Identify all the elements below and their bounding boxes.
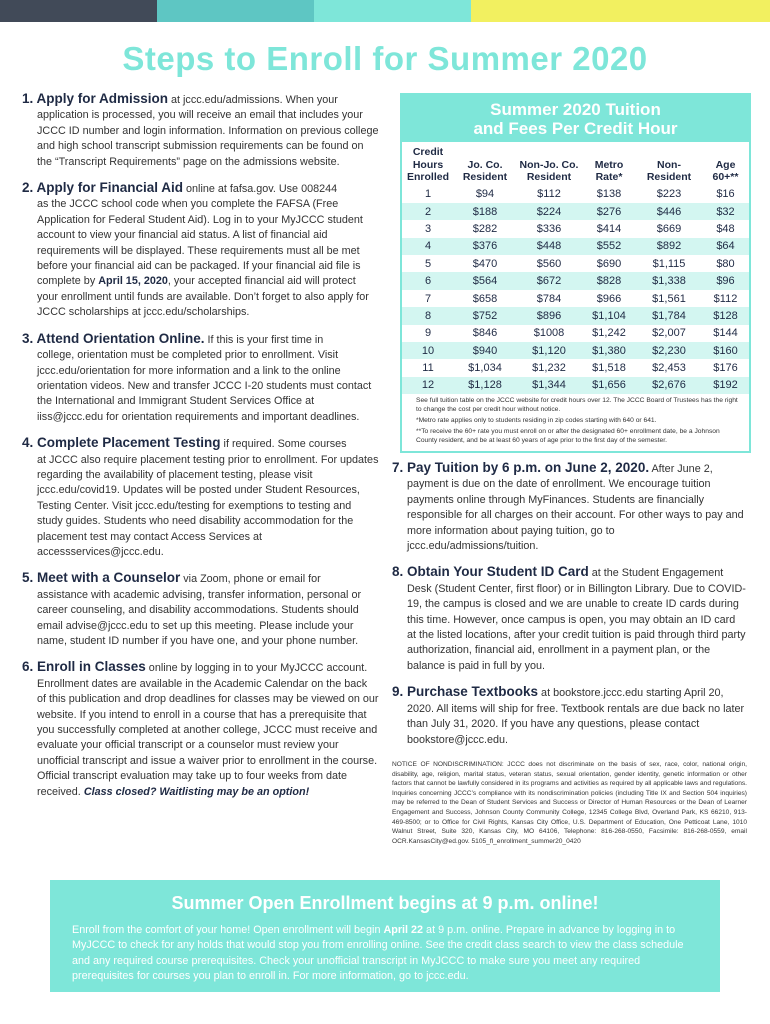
tuition-cell: $896: [516, 307, 582, 324]
step-enroll-classes: [22, 659, 379, 800]
step-text: After June 2,: [649, 463, 713, 475]
tuition-row: [402, 186, 749, 203]
banner-text: [50, 914, 720, 985]
tuition-cell: $752: [454, 307, 516, 324]
step-placement-testing: [22, 435, 379, 560]
tuition-note: **To receive the 60+ rate you must enroll on or after the designated 60+ enrollment date, be a Johnson County resident, and be at least 60 years of age prior to the first day of the semester.: [416, 428, 720, 445]
tuition-cell: $1,115: [652, 257, 686, 270]
step-text: online by logging in to your MyJCCC account.: [145, 662, 368, 675]
column-header: Non-Jo. Co. Resident: [519, 158, 579, 183]
tuition-cell: $1,380: [582, 342, 636, 359]
tuition-cell: $48: [716, 222, 735, 235]
column-header: Credit Hours Enrolled: [406, 146, 449, 183]
tuition-cell: 3: [424, 222, 432, 235]
tuition-cell: $96: [702, 272, 749, 289]
tuition-cell: $1,518: [592, 362, 626, 375]
tuition-table: [402, 142, 749, 394]
tuition-cell: $2,676: [636, 377, 702, 394]
tuition-cell: $690: [596, 257, 622, 270]
tuition-cell: $470: [472, 257, 498, 270]
tuition-cell: $1,561: [652, 292, 686, 305]
color-bar-segment: [471, 0, 770, 22]
color-bar-segment: [157, 0, 314, 22]
tuition-cell: $138: [596, 188, 622, 201]
banner-text-part: Enroll from the comfort of your home! Open enrollment will begin: [72, 924, 384, 936]
step-textbooks: [392, 684, 747, 748]
tuition-cell: $224: [516, 203, 582, 220]
tuition-cell: $669: [656, 222, 682, 235]
tuition-cell: $414: [596, 222, 622, 235]
step-text: Enrollment dates are available in the Academic Calendar on the back of this publication and drop deadlines for classes may be viewed on our website. If you intend to enroll in a course that has a prerequisite that you successfully completed at another college, JCCC must receive and evaluate your official transcript or a counselor must review your unofficial transcript and issue a waiver prior to enrollment in the course. Official transcript evaluation may take up to four weeks from date received.: [37, 677, 379, 798]
step-heading: 7. Pay Tuition by 6 p.m. on June 2, 2020.: [392, 460, 650, 475]
tuition-row: [402, 238, 749, 255]
top-color-bar: [0, 0, 770, 22]
tuition-title-line: and Fees Per Credit Hour: [473, 119, 678, 138]
step-heading: 8. Obtain Your Student ID Card: [392, 564, 589, 580]
step-pay-tuition: [392, 460, 747, 554]
tuition-cell: $672: [516, 272, 582, 289]
tuition-cell: $1,784: [636, 307, 702, 324]
tuition-cell: $1,128: [454, 377, 516, 394]
waitlist-note: Class closed? Waitlisting may be an option!: [83, 785, 310, 798]
step-body: 2020. All items will ship for free. Textbook rentals are due back no later than July 31, 2020. If you have any questions, please contact bookstore@jccc.edu.: [407, 702, 745, 746]
step-text: If this is your first time in: [204, 333, 324, 346]
tuition-cell: $846: [472, 327, 498, 340]
tuition-cell: $80: [716, 257, 735, 270]
tuition-cell: $828: [582, 272, 636, 289]
tuition-row: [402, 359, 749, 376]
step-body: Desk (Student Center, first floor) or in Billington Library. Due to COVID-19, the campus is closed and we are unable to create ID cards during this time. However, once campus is open, you may obtain an ID card at the listed locations, after your credit tuition is paid through third party authorization, financial aid, enrollment in a payment plan, or the balance is paid in full by you.: [407, 582, 746, 672]
column-header: Metro Rate*: [594, 158, 624, 183]
step-text: if required. Some courses: [220, 438, 347, 451]
tuition-row: [402, 255, 749, 272]
tuition-cell: $446: [636, 203, 702, 220]
tuition-cell: $784: [536, 292, 562, 305]
step-text: at bookstore.jccc.edu starting April 20,: [538, 687, 724, 700]
tuition-cell: $94: [475, 188, 495, 201]
color-bar-segment: [314, 0, 471, 22]
tuition-row: [402, 290, 749, 307]
banner-heading: Summer Open Enrollment begins at 9 p.m. online!: [171, 893, 599, 913]
step-financial-aid: [22, 180, 379, 321]
column-header: Non-Resident: [646, 158, 692, 183]
tuition-row: [402, 307, 749, 324]
tuition-cell: $966: [596, 292, 622, 305]
step-heading: 3. Attend Orientation Online.: [22, 330, 205, 346]
tuition-cell: $128: [702, 307, 749, 324]
tuition-row: [402, 342, 749, 359]
step-heading: 5. Meet with a Counselor: [22, 570, 181, 586]
tuition-cell: 1: [424, 188, 432, 201]
deadline-date: April 15, 2020: [98, 275, 168, 288]
step-body: [22, 197, 379, 320]
tuition-row: [402, 203, 749, 220]
tuition-cell: 7: [424, 292, 432, 305]
step-heading: 6. Enroll in Classes: [22, 659, 146, 675]
step-orientation: [22, 331, 379, 425]
tuition-note: See full tuition table on the JCCC website for credit hours over 12. The JCCC Board of Trustees has the right to change the cost per credit hour without notice.: [416, 397, 738, 414]
tuition-row: [402, 272, 749, 289]
tuition-row: [402, 377, 749, 394]
tuition-cell: 9: [424, 327, 432, 340]
tuition-cell: $376: [454, 238, 516, 255]
tuition-cell: $564: [454, 272, 516, 289]
step-body: college, orientation must be completed prior to enrollment. Visit jccc.edu/orientation for more information and a link to the online orientation videos. New and transfer JCCC I-20 students must contact the International and Immigrant Student Services Office at iiss@jccc.edu for orientation requirements and important deadlines.: [37, 349, 372, 423]
column-header: Age 60+**: [712, 158, 739, 183]
tuition-title-line: Summer 2020 Tuition: [490, 100, 661, 119]
tuition-cell: $144: [713, 327, 738, 340]
tuition-cell: $282: [472, 222, 498, 235]
nondiscrimination-notice: NOTICE OF NONDISCRIMINATION: JCCC does not discriminate on the basis of sex, race, color, national origin, disability, age, religion, marital status, veteran status, sexual orientation, gender identity, genetic information or other factors that cannot be lawfully considered in its programs and activities as required by all applicable laws and regulations. Inquiries concerning JCCC’s compliance with its nondiscrimination policies (including Title IX and Section 504 inquiries) may be referred to the Dean of Student Services and Success or Director of Human Resources or the Dean of Learner Engagement and Success, Johnson County Community College, 12345 College Blvd, Overland Park, KS 66210, 913-469-8500; or to Office for Civil Rights, Kansas City Office, U.S. Department of Education, One Petticoat Lane, 1010 Walnut Street, Suite 320, Kansas City, MO 64106, Telephone: 816-268-0550, Facsimile: 816-268-0559, email OCR.KansasCity@ed.gov. 5105_fl_enrollment_summer20_0420: [392, 761, 747, 845]
tuition-cell: 5: [424, 257, 432, 270]
tuition-cell: $276: [582, 203, 636, 220]
step-text: online at fafsa.gov. Use 008244: [183, 183, 338, 196]
tuition-cell: $32: [702, 203, 749, 220]
tuition-cell: 10: [402, 342, 454, 359]
step-text: as the JCCC school code when you complete the FAFSA (Free Application for Federal Student Aid). Log in to your MyJCCC student account to view your financial aid status. A list of financial aid requirements will be displayed. These requirements must all be met before your financial aid can be packaged. If your financial aid file is complete by: [37, 198, 363, 288]
tuition-heading: [402, 95, 749, 142]
tuition-cell: $176: [713, 362, 738, 375]
tuition-cell: 8: [402, 307, 454, 324]
tuition-cell: $1008: [533, 327, 565, 340]
column-header: Jo. Co. Resident: [462, 158, 508, 183]
tuition-cell: $16: [716, 188, 735, 201]
tuition-cell: $1,242: [592, 327, 626, 340]
tuition-cell: $2,453: [652, 362, 686, 375]
tuition-cell: $552: [582, 238, 636, 255]
tuition-cell: $1,344: [516, 377, 582, 394]
tuition-cell: 2: [402, 203, 454, 220]
step-body: payment is due on the date of enrollment. We encourage tuition payments online through MyFinances. Students are financially responsible for all charges on their account. For other ways to pay and more information about paying tuition, go to jccc.edu/admissions/tuition.: [407, 478, 744, 553]
tuition-cell: $2,007: [652, 327, 686, 340]
open-enrollment-banner: [50, 880, 720, 992]
right-column: [392, 460, 747, 758]
tuition-cell: $448: [516, 238, 582, 255]
tuition-cell: $560: [536, 257, 562, 270]
tuition-header-row: [402, 142, 749, 186]
tuition-cell: 6: [402, 272, 454, 289]
tuition-cell: 4: [402, 238, 454, 255]
step-counselor: [22, 570, 379, 649]
tuition-table-box: [400, 93, 751, 453]
tuition-cell: $1,104: [582, 307, 636, 324]
tuition-cell: $112: [713, 292, 738, 305]
step-text: at jccc.edu/admissions. When your: [168, 94, 338, 106]
step-heading: 9. Purchase Textbooks: [392, 684, 539, 700]
tuition-cell: $940: [454, 342, 516, 359]
step-student-id: [392, 564, 747, 674]
tuition-cell: $658: [472, 292, 498, 305]
tuition-cell: $192: [702, 377, 749, 394]
step-heading: 2. Apply for Financial Aid: [22, 180, 184, 196]
tuition-cell: $336: [536, 222, 562, 235]
tuition-row: [402, 220, 749, 237]
tuition-cell: $1,338: [636, 272, 702, 289]
tuition-cell: $1,034: [468, 362, 502, 375]
step-text: via Zoom, phone or email for: [180, 573, 321, 586]
step-body: [22, 677, 379, 800]
step-apply-admission: [22, 91, 379, 170]
step-text: , your accepted financial aid will protect your enrollment until funds are available. Don’t forget to also apply for JCCC scholarships at jccc.edu/scholarships.: [37, 275, 369, 319]
tuition-note: *Metro rate applies only to students residing in zip codes starting with 640 or 641.: [416, 417, 657, 425]
tuition-cell: $112: [537, 188, 561, 201]
tuition-cell: $64: [702, 238, 749, 255]
tuition-row: [402, 325, 749, 342]
banner-text-part: at 9 p.m. online. Prepare in advance by logging in to MyJCCC to check for any holds that would stop you from enrolling online. See the credit class search to view the class schedule and any required course prerequisites. Check your unofficial transcript in MyJCCC to make sure you meet any required prerequisites for courses you plan to enroll in. For more information, go to jccc.edu.: [72, 924, 684, 983]
step-body: application is processed, you will receive an email that includes your JCCC ID number and login information. Information on previous college and high school transcript submission requirements can be found on the “Transcript Requirements” page on the admissions website.: [37, 109, 379, 168]
tuition-cell: $188: [454, 203, 516, 220]
banner-date: April 22: [383, 924, 424, 936]
tuition-cell: $1,232: [532, 362, 566, 375]
step-heading: 4. Complete Placement Testing: [22, 435, 221, 451]
tuition-notes: [402, 394, 749, 445]
page-title: Steps to Enroll for Summer 2020: [122, 40, 648, 77]
tuition-cell: $892: [636, 238, 702, 255]
tuition-cell: $160: [702, 342, 749, 359]
step-heading: 1. Apply for Admission: [22, 91, 169, 106]
tuition-cell: $1,656: [582, 377, 636, 394]
tuition-cell: $1,120: [516, 342, 582, 359]
tuition-cell: $2,230: [636, 342, 702, 359]
tuition-cell: 11: [422, 362, 434, 375]
step-body: assistance with academic advising, transfer information, personal or career counseling, and disability accommodations. Students should email advise@jccc.edu to set up this meeting. Please include your name, student ID number if you have one, and your phone number.: [37, 588, 362, 647]
tuition-cell: $223: [656, 188, 682, 201]
left-column: [22, 91, 379, 810]
tuition-cell: 12: [402, 377, 454, 394]
step-text: at the Student Engagement: [588, 567, 724, 580]
step-body: at JCCC also require placement testing prior to enrollment. For updates regarding the availability of placement testing, please visit jccc.edu/covid19. Updates will be posted under Student Resources, Testing Center. Visit jccc.edu/testing for exemptions to testing and study guides. Students who need disability accommodation for the placement test may contact Access Services at accessservices@jccc.edu.: [37, 453, 379, 558]
color-bar-segment: [0, 0, 157, 22]
